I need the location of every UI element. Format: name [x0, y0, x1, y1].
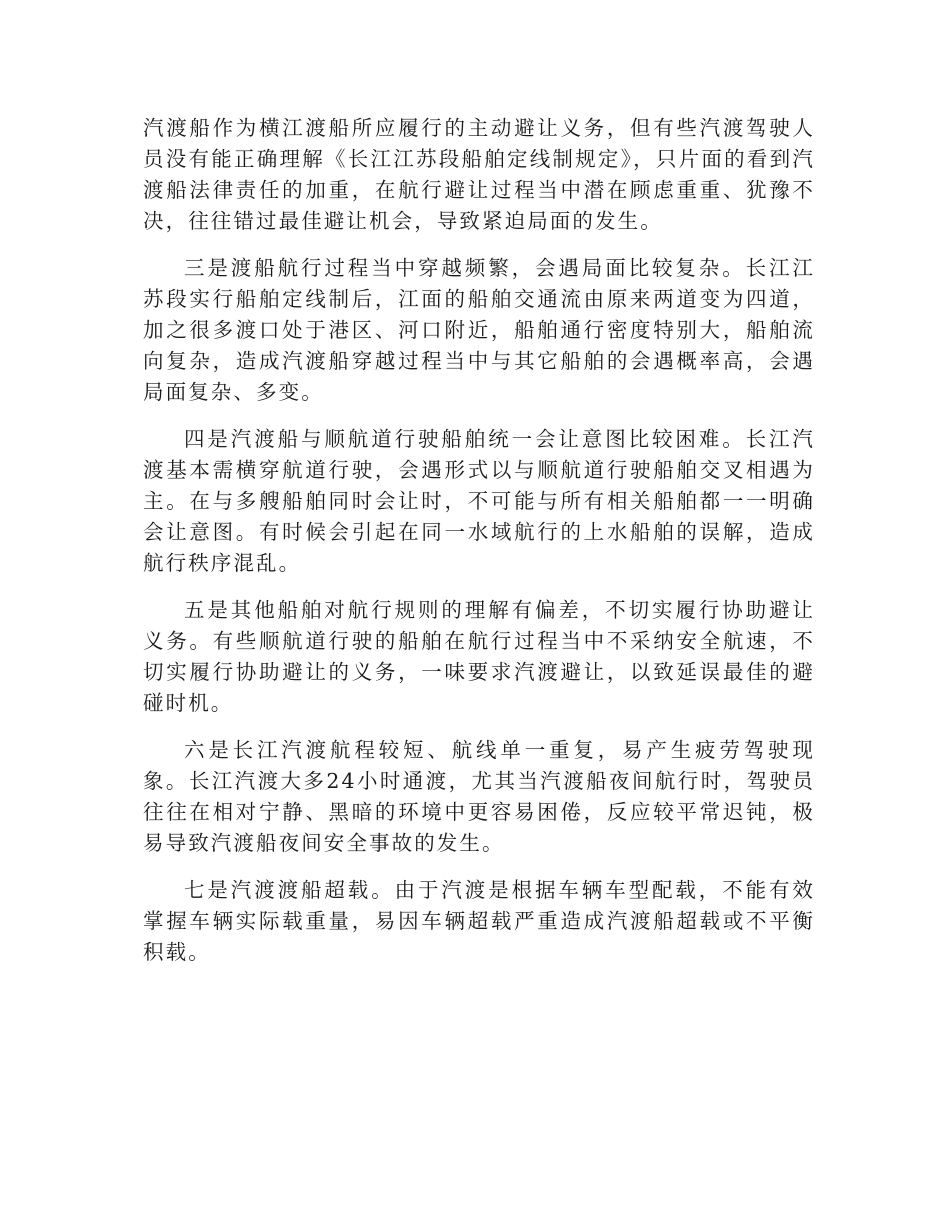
paragraph-point-three: 三是渡船航行过程当中穿越频繁，会遇局面比较复杂。长江江苏段实行船舶定线制后，江面的船舶交通流由原来两道变为四道，加之很多渡口处于港区、河口附近，船舶通行密度特别大，船舶流向复杂，造成汽渡船穿越过程当中与其它船舶的会遇概率高，会遇局面复杂、多变。	[143, 256, 815, 404]
document-body	[143, 113, 815, 984]
paragraph-point-five: 五是其他船舶对航行规则的理解有偏差，不切实履行协助避让义务。有些顺航道行驶的船舶在航行过程当中不采纳安全航速，不切实履行协助避让的义务，一味要求汽渡避让，以致延误最佳的避碰时机。	[143, 598, 815, 715]
paragraph-point-seven: 七是汽渡渡船超载。由于汽渡是根据车辆车型配载，不能有效掌握车辆实际载重量，易因车辆超载严重造成汽渡船超载或不平衡积载。	[143, 878, 815, 964]
paragraph-point-six: 六是长江汽渡航程较短、航线单一重复，易产生疲劳驾驶现象。长江汽渡大多24小时通渡，尤其当汽渡船夜间航行时，驾驶员往往在相对宁静、黑暗的环境中更容易困倦，反应较平常迟钝，极易导致汽渡船夜间安全事故的发生。	[143, 738, 815, 855]
paragraph-continuation: 汽渡船作为横江渡船所应履行的主动避让义务，但有些汽渡驾驶人员没有能正确理解《长江江苏段船舶定线制规定》，只片面的看到汽渡船法律责任的加重，在航行避让过程当中潜在顾虑重重、犹豫不决，往往错过最佳避让机会，导致紧迫局面的发生。	[143, 116, 815, 233]
paragraph-point-four: 四是汽渡船与顺航道行驶船舶统一会让意图比较困难。长江汽渡基本需横穿航道行驶，会遇形式以与顺航道行驶船舶交叉相遇为主。在与多艘船舶同时会让时，不可能与所有相关船舶都一一明确会让意图。有时候会引起在同一水域航行的上水船舶的误解，造成航行秩序混乱。	[143, 427, 815, 575]
